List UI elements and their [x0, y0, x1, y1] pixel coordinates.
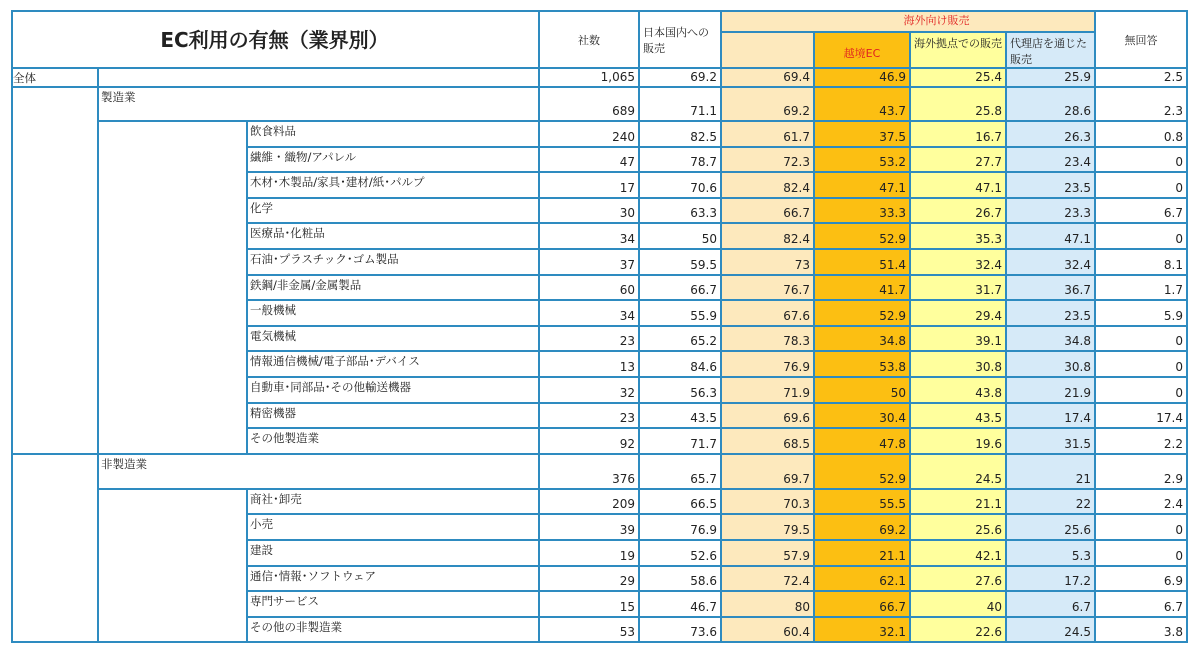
cell-overseas-base: 21.1 — [911, 490, 1007, 516]
cell-companies: 92 — [540, 429, 640, 455]
cell-overseas-base: 42.1 — [911, 541, 1007, 567]
cell-companies: 23 — [540, 327, 640, 353]
cell-overseas: 69.7 — [722, 455, 815, 490]
cell-no-answer: 0.8 — [1096, 122, 1188, 148]
cell-no-answer: 2.4 — [1096, 490, 1188, 516]
cell-no-answer: 17.4 — [1096, 404, 1188, 430]
row-label: 医療品･化粧品 — [248, 224, 540, 250]
cell-agent: 30.8 — [1007, 352, 1096, 378]
cell-domestic: 73.6 — [640, 618, 722, 644]
cell-no-answer: 3.8 — [1096, 618, 1188, 644]
cell-no-answer: 2.9 — [1096, 455, 1188, 490]
header-overseas-group: 海外向け販売 — [722, 10, 1096, 33]
cell-overseas: 70.3 — [722, 490, 815, 516]
subgroup-indent — [99, 490, 248, 644]
cell-overseas: 79.5 — [722, 515, 815, 541]
cell-no-answer: 6.9 — [1096, 567, 1188, 593]
group-indent — [11, 88, 99, 455]
cell-cross-border-ec: 21.1 — [815, 541, 911, 567]
ec-usage-table — [11, 10, 1188, 642]
cell-overseas-base: 27.6 — [911, 567, 1007, 593]
cell-domestic: 66.5 — [640, 490, 722, 516]
cell-cross-border-ec: 47.1 — [815, 173, 911, 199]
row-label: 鉄鋼/非金属/金属製品 — [248, 276, 540, 302]
cell-companies: 39 — [540, 515, 640, 541]
row-label: 通信･情報･ソフトウェア — [248, 567, 540, 593]
cell-overseas: 68.5 — [722, 429, 815, 455]
cell-domestic: 50 — [640, 224, 722, 250]
cell-agent: 23.3 — [1007, 199, 1096, 225]
cell-overseas: 61.7 — [722, 122, 815, 148]
cell-no-answer: 0 — [1096, 352, 1188, 378]
cell-agent: 25.6 — [1007, 515, 1096, 541]
cell-overseas: 57.9 — [722, 541, 815, 567]
cell-domestic: 69.2 — [640, 69, 722, 88]
cell-overseas-base: 29.4 — [911, 301, 1007, 327]
row-label: 建設 — [248, 541, 540, 567]
cell-domestic: 66.7 — [640, 276, 722, 302]
row-label: その他の非製造業 — [248, 618, 540, 644]
cell-cross-border-ec: 62.1 — [815, 567, 911, 593]
cell-companies: 29 — [540, 567, 640, 593]
cell-overseas-base: 19.6 — [911, 429, 1007, 455]
cell-overseas: 60.4 — [722, 618, 815, 644]
cell-companies: 23 — [540, 404, 640, 430]
cell-overseas-base: 16.7 — [911, 122, 1007, 148]
cell-no-answer: 6.7 — [1096, 592, 1188, 618]
cell-cross-border-ec: 46.9 — [815, 69, 911, 88]
cell-overseas: 71.9 — [722, 378, 815, 404]
cell-domestic: 84.6 — [640, 352, 722, 378]
row-label: 情報通信機械/電子部品･デバイス — [248, 352, 540, 378]
cell-overseas: 66.7 — [722, 199, 815, 225]
header-cross-border-ec: 越境EC — [815, 33, 911, 69]
cell-domestic: 82.5 — [640, 122, 722, 148]
row-label: 石油･プラスチック･ゴム製品 — [248, 250, 540, 276]
cell-domestic: 43.5 — [640, 404, 722, 430]
cell-companies: 1,065 — [540, 69, 640, 88]
cell-overseas: 82.4 — [722, 173, 815, 199]
cell-domestic: 65.7 — [640, 455, 722, 490]
row-label: その他製造業 — [248, 429, 540, 455]
cell-cross-border-ec: 47.8 — [815, 429, 911, 455]
header-overseas-total — [722, 33, 815, 69]
row-label: 一般機械 — [248, 301, 540, 327]
cell-companies: 689 — [540, 88, 640, 122]
row-label-total: 全体 — [11, 69, 99, 88]
cell-no-answer: 5.9 — [1096, 301, 1188, 327]
cell-overseas: 82.4 — [722, 224, 815, 250]
cell-agent: 24.5 — [1007, 618, 1096, 644]
cell-agent: 21.9 — [1007, 378, 1096, 404]
cell-cross-border-ec: 52.9 — [815, 301, 911, 327]
cell-agent: 23.4 — [1007, 148, 1096, 174]
row-label: 飲食料品 — [248, 122, 540, 148]
cell-no-answer: 0 — [1096, 173, 1188, 199]
cell-cross-border-ec: 50 — [815, 378, 911, 404]
cell-companies: 17 — [540, 173, 640, 199]
cell-no-answer: 2.2 — [1096, 429, 1188, 455]
cell-companies: 19 — [540, 541, 640, 567]
cell-companies: 53 — [540, 618, 640, 644]
row-label: 繊維・織物/アパレル — [248, 148, 540, 174]
cell-no-answer: 0 — [1096, 148, 1188, 174]
cell-cross-border-ec: 51.4 — [815, 250, 911, 276]
cell-overseas: 69.6 — [722, 404, 815, 430]
cell-cross-border-ec: 52.9 — [815, 224, 911, 250]
cell-no-answer: 1.7 — [1096, 276, 1188, 302]
cell-no-answer: 0 — [1096, 224, 1188, 250]
cell-overseas-base: 35.3 — [911, 224, 1007, 250]
cell-domestic: 65.2 — [640, 327, 722, 353]
cell-agent: 34.8 — [1007, 327, 1096, 353]
cell-companies: 30 — [540, 199, 640, 225]
cell-cross-border-ec: 43.7 — [815, 88, 911, 122]
cell-overseas: 78.3 — [722, 327, 815, 353]
cell-cross-border-ec: 30.4 — [815, 404, 911, 430]
cell-domestic: 71.1 — [640, 88, 722, 122]
cell-agent: 28.6 — [1007, 88, 1096, 122]
cell-overseas-base: 27.7 — [911, 148, 1007, 174]
cell-agent: 22 — [1007, 490, 1096, 516]
cell-overseas: 80 — [722, 592, 815, 618]
cell-overseas: 69.2 — [722, 88, 815, 122]
cell-companies: 60 — [540, 276, 640, 302]
cell-agent: 31.5 — [1007, 429, 1096, 455]
cell-companies: 47 — [540, 148, 640, 174]
cell-agent: 23.5 — [1007, 173, 1096, 199]
cell-cross-border-ec: 34.8 — [815, 327, 911, 353]
cell-overseas-base: 25.6 — [911, 515, 1007, 541]
cell-domestic: 70.6 — [640, 173, 722, 199]
cell-cross-border-ec: 41.7 — [815, 276, 911, 302]
header-companies: 社数 — [540, 10, 640, 69]
cell-agent: 5.3 — [1007, 541, 1096, 567]
cell-overseas-base: 32.4 — [911, 250, 1007, 276]
table-title: EC利用の有無（業界別） — [11, 10, 540, 69]
cell-companies: 37 — [540, 250, 640, 276]
cell-cross-border-ec: 66.7 — [815, 592, 911, 618]
cell-agent: 36.7 — [1007, 276, 1096, 302]
cell-domestic: 78.7 — [640, 148, 722, 174]
row-label: 木材･木製品/家具･建材/紙･パルプ — [248, 173, 540, 199]
group-label: 非製造業 — [99, 455, 540, 490]
cell-cross-border-ec: 52.9 — [815, 455, 911, 490]
cell-no-answer: 0 — [1096, 378, 1188, 404]
cell-agent: 21 — [1007, 455, 1096, 490]
cell-cross-border-ec: 53.8 — [815, 352, 911, 378]
cell-domestic: 71.7 — [640, 429, 722, 455]
cell-overseas-base: 24.5 — [911, 455, 1007, 490]
cell-companies: 32 — [540, 378, 640, 404]
header-no-answer: 無回答 — [1096, 10, 1188, 69]
cell-companies: 209 — [540, 490, 640, 516]
cell-overseas-base: 25.8 — [911, 88, 1007, 122]
cell-overseas-base: 43.8 — [911, 378, 1007, 404]
cell-no-answer: 0 — [1096, 327, 1188, 353]
cell-agent: 17.2 — [1007, 567, 1096, 593]
cell-companies: 13 — [540, 352, 640, 378]
cell-overseas-base: 31.7 — [911, 276, 1007, 302]
header-domestic: 日本国内への販売 — [640, 10, 722, 69]
cell-agent: 17.4 — [1007, 404, 1096, 430]
cell-agent: 32.4 — [1007, 250, 1096, 276]
row-label: 商社･卸売 — [248, 490, 540, 516]
cell-cross-border-ec: 37.5 — [815, 122, 911, 148]
cell-overseas-base: 47.1 — [911, 173, 1007, 199]
cell-no-answer: 2.5 — [1096, 69, 1188, 88]
cell-companies: 15 — [540, 592, 640, 618]
cell-domestic: 58.6 — [640, 567, 722, 593]
cell-overseas: 67.6 — [722, 301, 815, 327]
row-label: 化学 — [248, 199, 540, 225]
group-indent — [11, 455, 99, 644]
cell-cross-border-ec: 69.2 — [815, 515, 911, 541]
cell-companies: 34 — [540, 224, 640, 250]
cell-overseas: 76.7 — [722, 276, 815, 302]
cell-domestic: 76.9 — [640, 515, 722, 541]
cell-agent: 25.9 — [1007, 69, 1096, 88]
cell-cross-border-ec: 55.5 — [815, 490, 911, 516]
cell-domestic: 56.3 — [640, 378, 722, 404]
row-label-spacer — [99, 69, 540, 88]
cell-overseas: 69.4 — [722, 69, 815, 88]
cell-agent: 23.5 — [1007, 301, 1096, 327]
header-agent: 代理店を通じた販売 — [1007, 33, 1096, 69]
cell-domestic: 59.5 — [640, 250, 722, 276]
cell-domestic: 55.9 — [640, 301, 722, 327]
cell-agent: 26.3 — [1007, 122, 1096, 148]
cell-companies: 376 — [540, 455, 640, 490]
cell-overseas-base: 22.6 — [911, 618, 1007, 644]
row-label: 小売 — [248, 515, 540, 541]
cell-cross-border-ec: 33.3 — [815, 199, 911, 225]
cell-cross-border-ec: 53.2 — [815, 148, 911, 174]
cell-agent: 6.7 — [1007, 592, 1096, 618]
cell-overseas-base: 39.1 — [911, 327, 1007, 353]
cell-overseas: 72.4 — [722, 567, 815, 593]
cell-domestic: 52.6 — [640, 541, 722, 567]
cell-overseas-base: 25.4 — [911, 69, 1007, 88]
cell-domestic: 46.7 — [640, 592, 722, 618]
cell-no-answer: 2.3 — [1096, 88, 1188, 122]
cell-no-answer: 0 — [1096, 515, 1188, 541]
row-label: 精密機器 — [248, 404, 540, 430]
cell-agent: 47.1 — [1007, 224, 1096, 250]
cell-cross-border-ec: 32.1 — [815, 618, 911, 644]
cell-companies: 34 — [540, 301, 640, 327]
cell-no-answer: 6.7 — [1096, 199, 1188, 225]
cell-no-answer: 0 — [1096, 541, 1188, 567]
cell-overseas-base: 30.8 — [911, 352, 1007, 378]
cell-overseas-base: 40 — [911, 592, 1007, 618]
cell-overseas: 73 — [722, 250, 815, 276]
row-label: 自動車･同部品･その他輸送機器 — [248, 378, 540, 404]
row-label: 専門サービス — [248, 592, 540, 618]
cell-overseas: 72.3 — [722, 148, 815, 174]
row-label: 電気機械 — [248, 327, 540, 353]
subgroup-indent — [99, 122, 248, 455]
header-overseas-base: 海外拠点での販売 — [911, 33, 1007, 69]
cell-overseas-base: 26.7 — [911, 199, 1007, 225]
cell-overseas: 76.9 — [722, 352, 815, 378]
group-label: 製造業 — [99, 88, 540, 122]
cell-companies: 240 — [540, 122, 640, 148]
cell-overseas-base: 43.5 — [911, 404, 1007, 430]
cell-domestic: 63.3 — [640, 199, 722, 225]
cell-no-answer: 8.1 — [1096, 250, 1188, 276]
